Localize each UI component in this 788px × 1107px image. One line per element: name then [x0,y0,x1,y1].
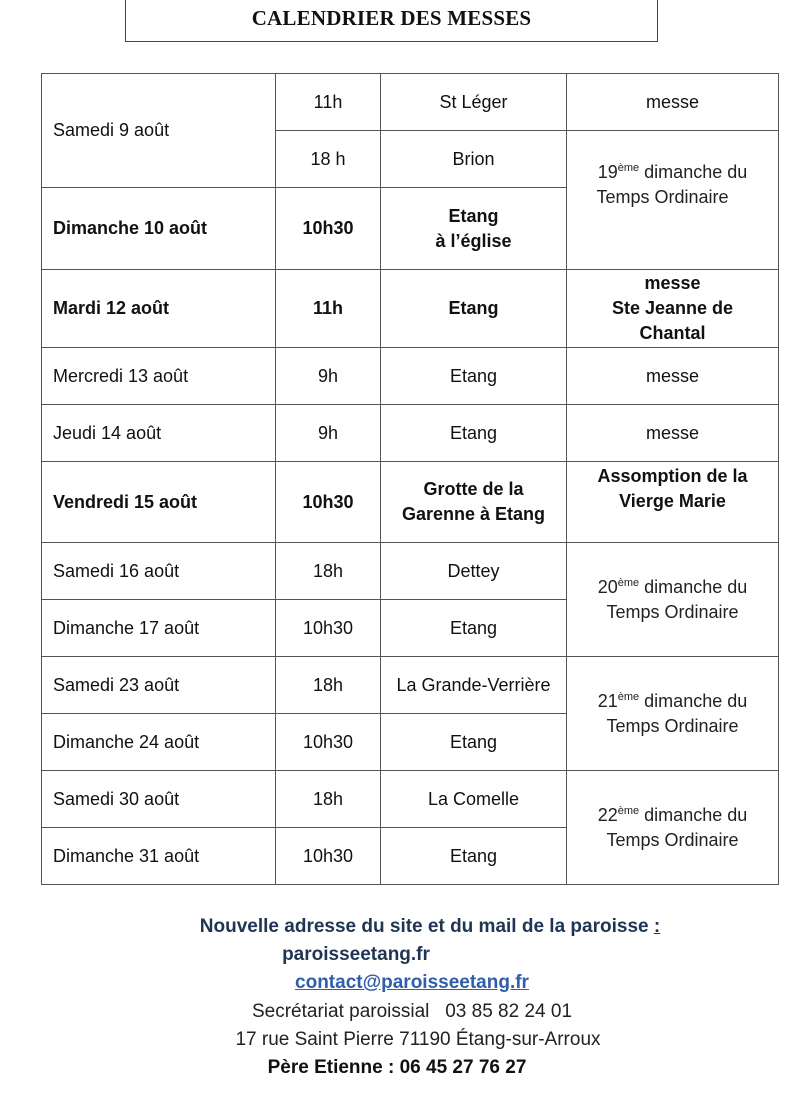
place-cell: Grotte de la Garenne à Etang [381,462,567,543]
day-cell: Dimanche 10 août [42,188,276,270]
time-cell: 10h30 [276,462,381,543]
place-cell: Etang [381,270,567,348]
place-cell: La Comelle [381,771,567,828]
table-row [42,657,779,714]
day-cell: Samedi 23 août [42,657,276,714]
day-cell: Mardi 12 août [42,270,276,348]
sunday-note: 19ème dimanche du Temps Ordinaire [567,131,779,270]
sunday-note: 22ème dimanche du Temps Ordinaire [567,771,779,885]
day-cell: Dimanche 17 août [42,600,276,657]
parish-address: 17 rue Saint Pierre 71190 Étang-sur-Arroux [235,1029,601,1050]
priest-phone: Père Etienne : 06 45 27 76 27 [267,1057,527,1078]
day-cell: Dimanche 31 août [42,828,276,885]
table-row [42,462,779,543]
place-cell: Etang [381,714,567,771]
table-row [42,771,779,828]
place-cell: Etang [381,600,567,657]
email-link[interactable]: contact@paroisseetang.fr [295,972,529,993]
day-cell: Samedi 16 août [42,543,276,600]
day-cell: Samedi 30 août [42,771,276,828]
place-cell: Dettey [381,543,567,600]
note-cell: Assomption de la Vierge Marie [567,462,779,543]
place-cell: Etang à l’église [381,188,567,270]
note-cell: messe [567,405,779,462]
sunday-note: 20ème dimanche du Temps Ordinaire [567,543,779,657]
time-cell: 18h [276,543,381,600]
note-cell: messe Ste Jeanne de Chantal [567,270,779,348]
mass-schedule-table [41,73,779,885]
place-cell: Etang [381,405,567,462]
place-cell: Brion [381,131,567,188]
time-cell: 18h [276,771,381,828]
time-cell: 11h [276,270,381,348]
time-cell: 10h30 [276,188,381,270]
table-row [42,270,779,348]
time-cell: 18 h [276,131,381,188]
day-cell: Dimanche 24 août [42,714,276,771]
time-cell: 11h [276,74,381,131]
table-row [42,348,779,405]
place-cell: Etang [381,348,567,405]
day-cell: Samedi 9 août [42,74,276,188]
place-cell: Etang [381,828,567,885]
secretariat-phone: Secrétariat paroissial 03 85 82 24 01 [251,1001,573,1022]
place-cell: La Grande-Verrière [381,657,567,714]
day-cell: Mercredi 13 août [42,348,276,405]
time-cell: 18h [276,657,381,714]
page-title: CALENDRIER DES MESSES [251,6,532,30]
time-cell: 10h30 [276,600,381,657]
table-row [42,543,779,600]
table-row [42,405,779,462]
table-row [42,74,779,131]
website-link[interactable]: paroisseetang.fr [282,944,430,965]
note-cell: messe [567,348,779,405]
time-cell: 10h30 [276,828,381,885]
footer-heading: Nouvelle adresse du site et du mail de la paroisse : [199,916,661,937]
title-box [125,0,658,42]
time-cell: 10h30 [276,714,381,771]
sunday-note: 21ème dimanche du Temps Ordinaire [567,657,779,771]
place-cell: St Léger [381,74,567,131]
note-cell: messe [567,74,779,131]
time-cell: 9h [276,348,381,405]
time-cell: 9h [276,405,381,462]
day-cell: Jeudi 14 août [42,405,276,462]
day-cell: Vendredi 15 août [42,462,276,543]
